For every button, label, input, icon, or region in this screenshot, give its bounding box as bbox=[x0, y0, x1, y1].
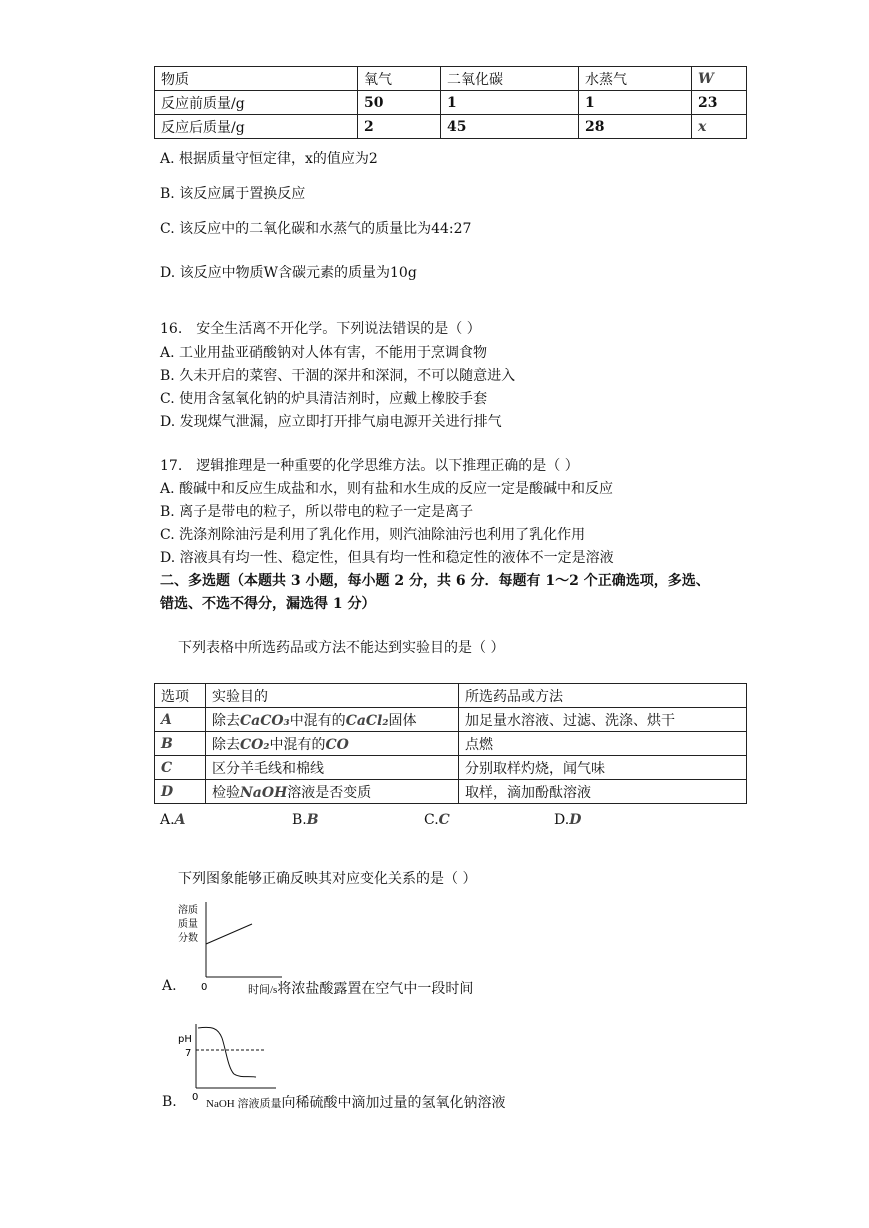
experiment-table bbox=[154, 683, 747, 804]
graph-b-origin: 0 bbox=[192, 1092, 199, 1100]
goal-text: 除去 bbox=[212, 712, 240, 729]
goal-text: 固体 bbox=[388, 712, 417, 729]
table-cell: 分别取样灼烧，闻气味 bbox=[459, 756, 747, 780]
q17-option-a: A. 酸碱中和反应生成盐和水，则有盐和水生成的反应一定是酸碱中和反应 bbox=[160, 481, 614, 497]
goal-text: 检验 bbox=[212, 784, 240, 801]
graph-a-xlabel: 时间/s bbox=[248, 984, 278, 996]
table-row bbox=[155, 91, 747, 115]
table-cell: 物质 bbox=[155, 67, 358, 91]
q18-answer-d bbox=[554, 812, 581, 828]
goal-text: 中混有的 bbox=[269, 736, 326, 753]
table-cell: 选项 bbox=[155, 684, 206, 708]
table-cell: 二氧化碳 bbox=[441, 67, 579, 91]
q19-option-a-label: A. bbox=[162, 978, 177, 994]
graph-b-xlabel: NaOH 溶液质量 bbox=[206, 1098, 282, 1110]
graph-a-origin: 0 bbox=[201, 982, 208, 993]
table-cell: C bbox=[155, 756, 206, 780]
q19-stem: 下列图象能够正确反映其对应变化关系的是（ ） bbox=[178, 871, 477, 887]
table-cell: 1 bbox=[579, 91, 692, 115]
formula: CaCO₃ bbox=[240, 712, 290, 729]
answer-label: D. bbox=[554, 812, 570, 828]
q18-stem: 下列表格中所选药品或方法不能达到实验目的是（ ） bbox=[178, 640, 505, 656]
table-cell: 所选药品或方法 bbox=[459, 684, 747, 708]
q16-option-b: B. 久未开启的菜窖、干涸的深井和深洞，不可以随意进入 bbox=[160, 368, 516, 384]
table-cell bbox=[206, 780, 459, 804]
q15-option-c: C. 该反应中的二氧化碳和水蒸气的质量比为44:27 bbox=[160, 221, 472, 237]
q15-option-b: B. 该反应属于置换反应 bbox=[160, 186, 306, 202]
q18-answer-b bbox=[292, 812, 319, 828]
table-cell: 28 bbox=[579, 115, 692, 139]
table-cell: 区分羊毛线和棉线 bbox=[206, 756, 459, 780]
table-cell: 氧气 bbox=[358, 67, 441, 91]
table-header-row bbox=[155, 684, 747, 708]
q16-stem: 16. 安全生活离不开化学。下列说法错误的是（ ） bbox=[160, 321, 481, 337]
q19-option-b-text: 向稀硫酸中滴加过量的氢氧化钠溶液 bbox=[281, 1095, 506, 1111]
section-heading-cont: 错选、不选不得分，漏选得 1 分） bbox=[160, 596, 376, 612]
table-cell: 23 bbox=[692, 91, 747, 115]
q15-option-d: D. 该反应中物质W含碳元素的质量为10g bbox=[160, 265, 417, 281]
formula: CaCl₂ bbox=[345, 712, 389, 729]
table-row bbox=[155, 115, 747, 139]
q18-answer-c bbox=[424, 812, 450, 828]
table-cell: 1 bbox=[441, 91, 579, 115]
mass-table bbox=[154, 66, 747, 139]
table-cell: 点燃 bbox=[459, 732, 747, 756]
answer-letter: C bbox=[438, 812, 450, 828]
graph-b-ylabel: pH bbox=[178, 1034, 192, 1045]
table-row bbox=[155, 756, 747, 780]
q19-option-a-text: 将浓盐酸露置在空气中一段时间 bbox=[277, 981, 474, 997]
answer-letter: D bbox=[569, 812, 582, 828]
graph-a-ylabel-2: 质量 bbox=[178, 919, 198, 930]
table-cell: 反应后质量/g bbox=[155, 115, 358, 139]
graph-a-ylabel-1: 溶质 bbox=[178, 905, 198, 916]
table-cell: 水蒸气 bbox=[579, 67, 692, 91]
table-row bbox=[155, 732, 747, 756]
q16-option-a: A. 工业用盐亚硝酸钠对人体有害，不能用于烹调食物 bbox=[160, 345, 488, 361]
formula: CO bbox=[325, 736, 349, 753]
formula: CO₂ bbox=[240, 736, 270, 753]
q17-stem: 17. 逻辑推理是一种重要的化学思维方法。以下推理正确的是（ ） bbox=[160, 458, 579, 474]
table-header-row bbox=[155, 67, 747, 91]
table-cell: 实验目的 bbox=[206, 684, 459, 708]
table-cell: 反应前质量/g bbox=[155, 91, 358, 115]
table-cell bbox=[206, 732, 459, 756]
q17-option-d: D. 溶液具有均一性、稳定性，但具有均一性和稳定性的液体不一定是溶液 bbox=[160, 550, 614, 566]
table-cell bbox=[206, 708, 459, 732]
goal-text: 溶液是否变质 bbox=[287, 784, 372, 801]
table-row bbox=[155, 708, 747, 732]
q15-option-a: A. 根据质量守恒定律，x的值应为2 bbox=[160, 151, 378, 167]
table-cell: 加足量水溶液、过滤、洗涤、烘干 bbox=[459, 708, 747, 732]
q19-option-a bbox=[248, 978, 473, 998]
q19-option-b bbox=[206, 1092, 505, 1112]
answer-letter: A bbox=[174, 812, 186, 828]
table-cell: 2 bbox=[358, 115, 441, 139]
q16-option-c: C. 使用含氢氧化钠的炉具清洁剂时，应戴上橡胶手套 bbox=[160, 391, 488, 407]
formula: NaOH bbox=[240, 784, 288, 801]
table-cell: W bbox=[692, 67, 747, 91]
table-cell: 取样，滴加酚酞溶液 bbox=[459, 780, 747, 804]
goal-text: 中混有的 bbox=[289, 712, 346, 729]
goal-text: 除去 bbox=[212, 736, 240, 753]
graph-a-line bbox=[206, 924, 252, 944]
table-row bbox=[155, 780, 747, 804]
table-cell: D bbox=[155, 780, 206, 804]
table-cell: B bbox=[155, 732, 206, 756]
q19-option-b-label: B. bbox=[162, 1094, 177, 1110]
answer-letter: B bbox=[306, 812, 319, 828]
graph-b-curve bbox=[198, 1027, 256, 1077]
answer-label: A. bbox=[160, 812, 175, 828]
q16-option-d: D. 发现煤气泄漏，应立即打开排气扇电源开关进行排气 bbox=[160, 414, 502, 430]
q17-option-c: C. 洗涤剂除油污是利用了乳化作用，则汽油除油污也利用了乳化作用 bbox=[160, 527, 586, 543]
q17-option-b: B. 离子是带电的粒子，所以带电的粒子一定是离子 bbox=[160, 504, 474, 520]
answer-label: C. bbox=[424, 812, 439, 828]
graph-a-ylabel-3: 分数 bbox=[178, 933, 198, 944]
graph-b bbox=[172, 1020, 282, 1100]
answer-label: B. bbox=[292, 812, 307, 828]
q18-answer-a bbox=[160, 812, 185, 828]
table-cell: 45 bbox=[441, 115, 579, 139]
table-cell: 50 bbox=[358, 91, 441, 115]
graph-b-tick-7: 7 bbox=[185, 1048, 192, 1059]
section-heading: 二、多选题（本题共 3 小题，每小题 2 分，共 6 分．每题有 1～2 个正确选项，多选、 bbox=[160, 573, 710, 589]
table-cell: x bbox=[692, 115, 747, 139]
table-cell: A bbox=[155, 708, 206, 732]
